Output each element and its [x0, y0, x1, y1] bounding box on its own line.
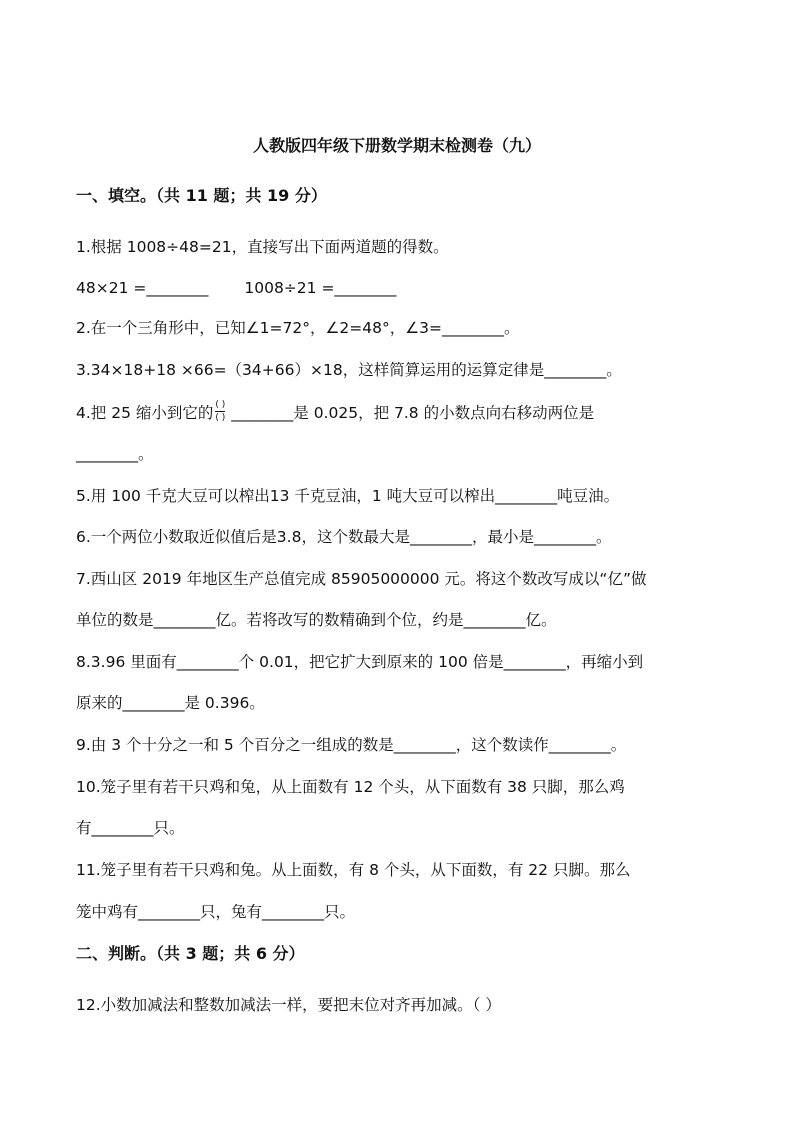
fraction-bar [215, 411, 225, 412]
section-judgement-heading: 二、判断。（共 3 题；共 6 分） [76, 944, 305, 963]
question-1b: 1008÷21 =________ [244, 279, 397, 297]
question-8-line-1: 8.3.96 里面有________个 0.01，把它扩大到原来的 100 倍是________，再缩小到 [76, 653, 644, 671]
question-10-line-1: 10.笼子里有若干只鸡和兔，从上面数有 12 个头，从下面数有 38 只脚，那么鸡 [76, 778, 625, 796]
section-fill-blank-heading: 一、填空。（共 11 题；共 19 分） [76, 186, 327, 205]
question-10-line-2: 有________只。 [76, 819, 185, 837]
fraction-denominator: ( ) [215, 413, 226, 423]
question-4-suffix: ________是 0.025，把 7.8 的小数点向右移动两位是 [231, 404, 595, 422]
question-7-line-2: 单位的数是________亿。若将改写的数精确到个位，约是________亿。 [76, 611, 557, 629]
question-2: 2.在一个三角形中，已知∠1=72°，∠2=48°，∠3=________。 [76, 319, 520, 337]
question-1: 1.根据 1008÷48=21，直接写出下面两道题的得数。 [76, 238, 449, 256]
question-4-prefix: 4.把 25 缩小到它的 [76, 404, 214, 422]
question-4-line-2: ________。 [76, 445, 154, 463]
question-11-line-2: 笼中鸡有________只，兔有________只。 [76, 903, 356, 921]
question-1-answers [76, 278, 396, 298]
question-1a: 48×21 =________ [76, 279, 209, 297]
question-5: 5.用 100 千克大豆可以榨出13 千克豆油，1 吨大豆可以榨出________吨豆油。 [76, 487, 620, 505]
fraction-numerator: ( ) [215, 400, 226, 410]
question-4-line-1 [76, 402, 594, 425]
question-6: 6.一个两位小数取近似值后是3.8，这个数最大是________，最小是________。 [76, 528, 612, 546]
question-3: 3.34×18+18 ×66=（34+66）×18，这样简算运用的运算定律是________。 [76, 361, 622, 379]
page-title: 人教版四年级下册数学期末检测卷（九） [252, 136, 541, 155]
question-12: 12.小数加减法和整数加减法一样，要把末位对齐再加减。（ ） [76, 996, 501, 1014]
question-9: 9.由 3 个十分之一和 5 个百分之一组成的数是________，这个数读作________。 [76, 736, 627, 754]
question-11-line-1: 11.笼子里有若干只鸡和兔。从上面数，有 8 个头，从下面数，有 22 只脚。那么 [76, 861, 631, 879]
blank-fraction [215, 400, 225, 423]
question-8-line-2: 原来的________是 0.396。 [76, 694, 265, 712]
question-7-line-1: 7.西山区 2019 年地区生产总值完成 85905000000 元。将这个数改写成以“亿”做 [76, 570, 647, 588]
